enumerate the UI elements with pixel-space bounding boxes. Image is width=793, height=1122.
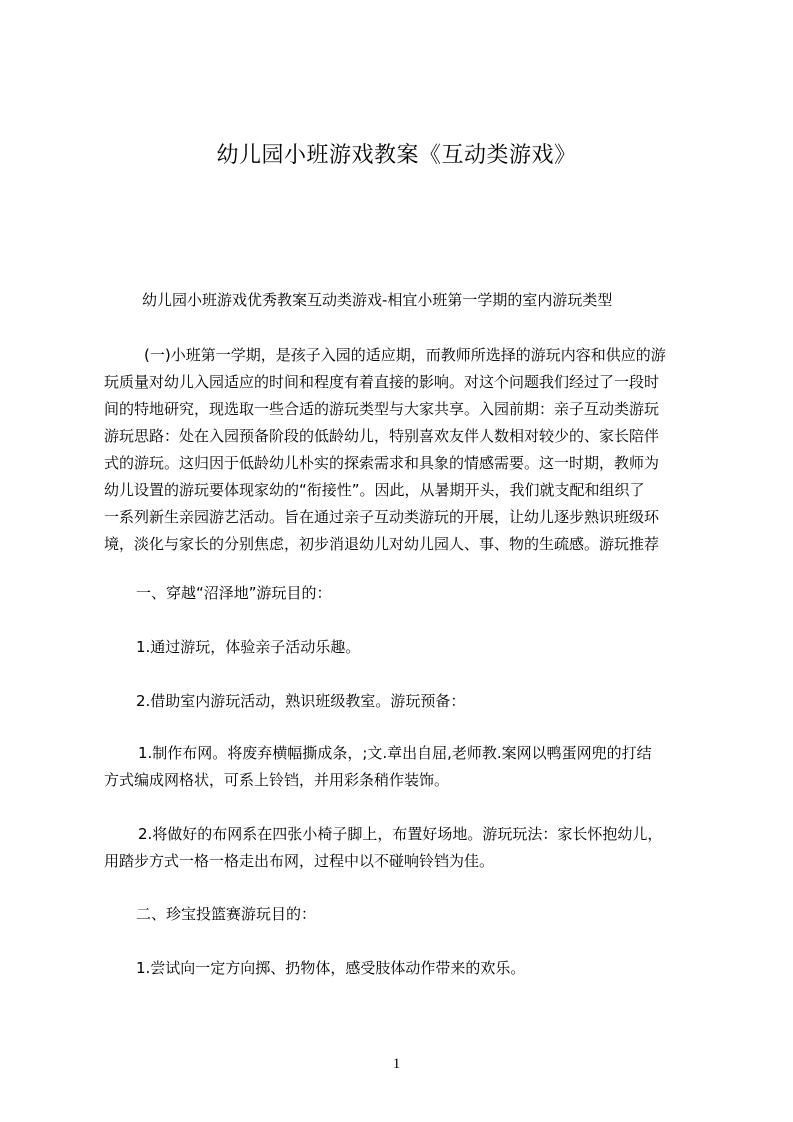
prep-2-paragraph	[104, 821, 704, 875]
section2-goal-1: 1.尝试向一定方向掷、扔物体，感受肢体动作带来的欢乐。	[136, 959, 526, 977]
intro-line: (一)小班第一学期，是孩子入园的适应期，而教师所选择的游玩内容和供应的游	[144, 346, 666, 364]
intro-line: 幼儿设置的游玩要体现家幼的“衔接性”。因此，从暑期开头，我们就支配和组织了	[104, 481, 645, 499]
intro-line: 境，淡化与家长的分别焦虑，初步消退幼儿对幼儿园人、事、物的生疏感。游玩推荐	[104, 535, 660, 553]
prep-1-line: 1.制作布网。将废弃横幅撕成条，;文.章出自屈,老师教.案网以鸭蛋网兜的打结	[138, 744, 652, 762]
section1-goal-1: 1.通过游玩，体验亲子活动乐趣。	[136, 638, 361, 656]
intro-paragraph	[104, 342, 704, 558]
intro-line: 游玩思路：处在入园预备阶段的低龄幼儿，特别喜欢友伴人数相对较少的、家长陪伴	[104, 427, 660, 445]
intro-line: 玩质量对幼儿入园适应的时间和程度有着直接的影响。对这个问题我们经过了一段时	[104, 373, 660, 391]
intro-line: 一系列新生亲园游艺活动。旨在通过亲子互动类游玩的开展，让幼儿逐步熟识班级环	[104, 508, 660, 526]
section2-heading: 二、珍宝投篮赛游玩目的：	[136, 905, 317, 923]
document-subtitle: 幼儿园小班游戏优秀教案互动类游戏-相宜小班第一学期的室内游玩类型	[142, 291, 613, 309]
section1-heading: 一、穿越“沼泽地”游玩目的：	[136, 584, 332, 602]
document-title: 幼儿园小班游戏教案《互动类游戏》	[216, 143, 577, 168]
prep-1-line: 方式编成网格状，可系上铃铛，并用彩条稍作装饰。	[104, 771, 450, 789]
prep-2-line: 2.将做好的布网系在四张小椅子脚上，布置好场地。游玩玩法：家长怀抱幼儿，	[138, 825, 663, 843]
intro-line: 式的游玩。这归因于低龄幼儿朴实的探索需求和具象的情感需要。这一时期，教师为	[104, 454, 660, 472]
prep-2-line: 用踏步方式一格一格走出布网，过程中以不碰响铃铛为佳。	[104, 852, 495, 870]
section1-goal-2: 2.借助室内游玩活动，熟识班级教室。游玩预备：	[136, 692, 466, 710]
intro-line: 间的特地研究，现选取一些合适的游玩类型与大家共享。入园前期：亲子互动类游玩	[104, 400, 660, 418]
prep-1-paragraph	[104, 740, 704, 794]
page-number: 1	[392, 1056, 401, 1072]
